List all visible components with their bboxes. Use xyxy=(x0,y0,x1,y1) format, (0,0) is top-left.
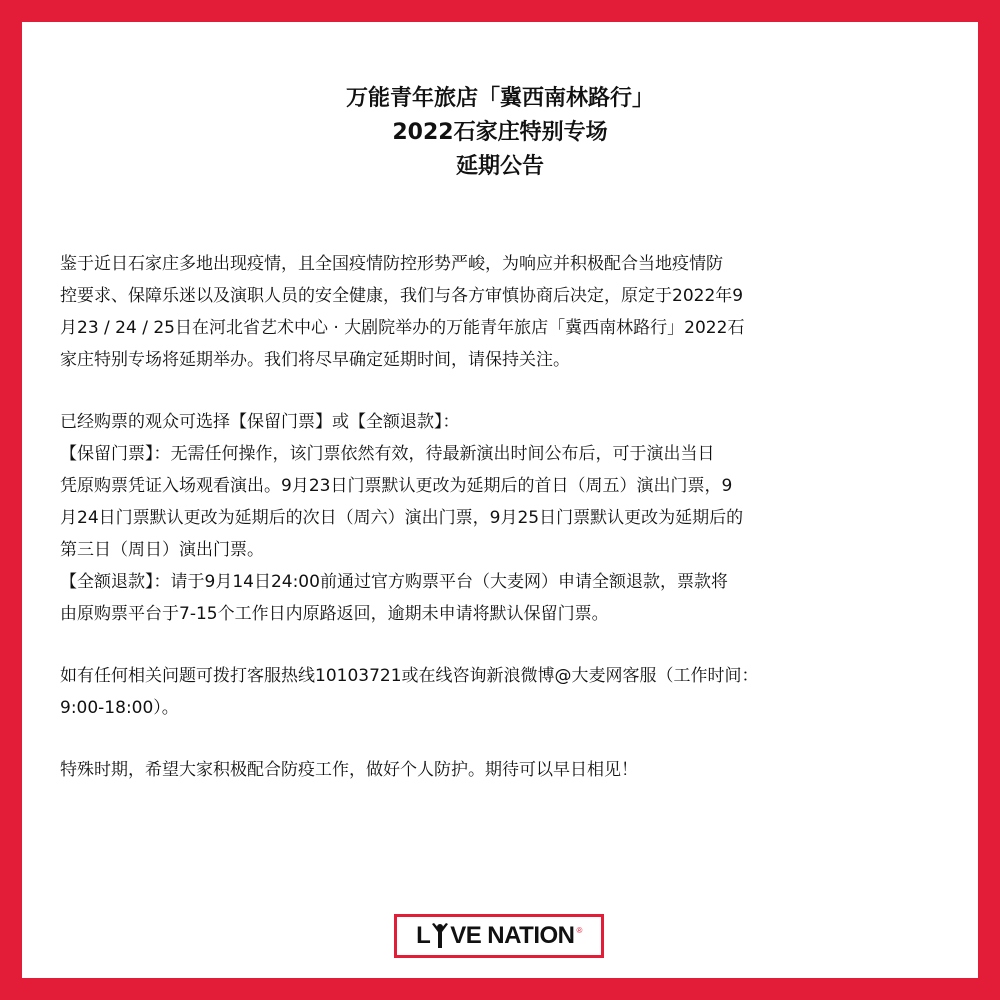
text-line: 如有任何相关问题可拨打客服热线10103721或在线咨询新浪微博@大麦网客服（工作时间： xyxy=(60,666,759,686)
text-line: 第三日（周日）演出门票。 xyxy=(60,540,264,560)
logo-text-ve: VE xyxy=(450,922,482,949)
announcement-title xyxy=(22,82,978,184)
text-line: 已经购票的观众可选择【保留门票】或【全额退款】： xyxy=(60,412,460,432)
announcement-body xyxy=(60,248,960,786)
spacer xyxy=(60,630,960,660)
text-line: 月23 / 24 / 25日在河北省艺术中心 · 大剧院举办的万能青年旅店「冀西南林路行」2022石 xyxy=(60,318,745,338)
title-line-1: 万能青年旅店「冀西南林路行」 xyxy=(345,86,654,111)
spacer xyxy=(60,376,960,406)
text-line: 鉴于近日石家庄多地出现疫情，且全国疫情防控形势严峻，为响应并积极配合当地疫情防 xyxy=(60,254,723,274)
person-arms-raised-icon xyxy=(431,922,449,950)
text-line: 控要求、保障乐迷以及演职人员的安全健康，我们与各方审慎协商后决定，原定于2022年9 xyxy=(60,286,744,306)
paragraph-closing xyxy=(60,754,960,786)
paragraph-ticket-options xyxy=(60,406,960,630)
text-line: 【保留门票】：无需任何操作，该门票依然有效，待最新演出时间公布后，可于演出当日 xyxy=(60,444,715,464)
title-line-2: 2022石家庄特别专场 xyxy=(392,120,608,145)
text-line: 9:00-18:00）。 xyxy=(60,698,179,718)
registered-mark: ® xyxy=(576,926,582,935)
announcement-card xyxy=(22,22,978,978)
title-line-3: 延期公告 xyxy=(455,154,544,179)
text-line: 特殊时期，希望大家积极配合防疫工作，做好个人防护。期待可以早日相见！ xyxy=(60,760,638,780)
live-nation-logo xyxy=(394,914,604,958)
text-line: 家庄特别专场将延期举办。我们将尽早确定延期时间，请保持关注。 xyxy=(60,350,570,370)
text-line: 【全额退款】：请于9月14日24:00前通过官方购票平台（大麦网）申请全额退款，票款将 xyxy=(60,572,728,592)
text-line: 月24日门票默认更改为延期后的次日（周六）演出门票，9月25日门票默认更改为延期后的 xyxy=(60,508,744,528)
paragraph-contact xyxy=(60,660,960,724)
paragraph-postponement xyxy=(60,248,960,376)
logo-text-l: L xyxy=(416,922,431,949)
text-line: 凭原购票凭证入场观看演出。9月23日门票默认更改为延期后的首日（周五）演出门票，9 xyxy=(60,476,733,496)
text-line: 由原购票平台于7-15个工作日内原路返回，逾期未申请将默认保留门票。 xyxy=(60,604,609,624)
logo-text-nation: NATION xyxy=(487,922,575,949)
spacer xyxy=(60,724,960,754)
